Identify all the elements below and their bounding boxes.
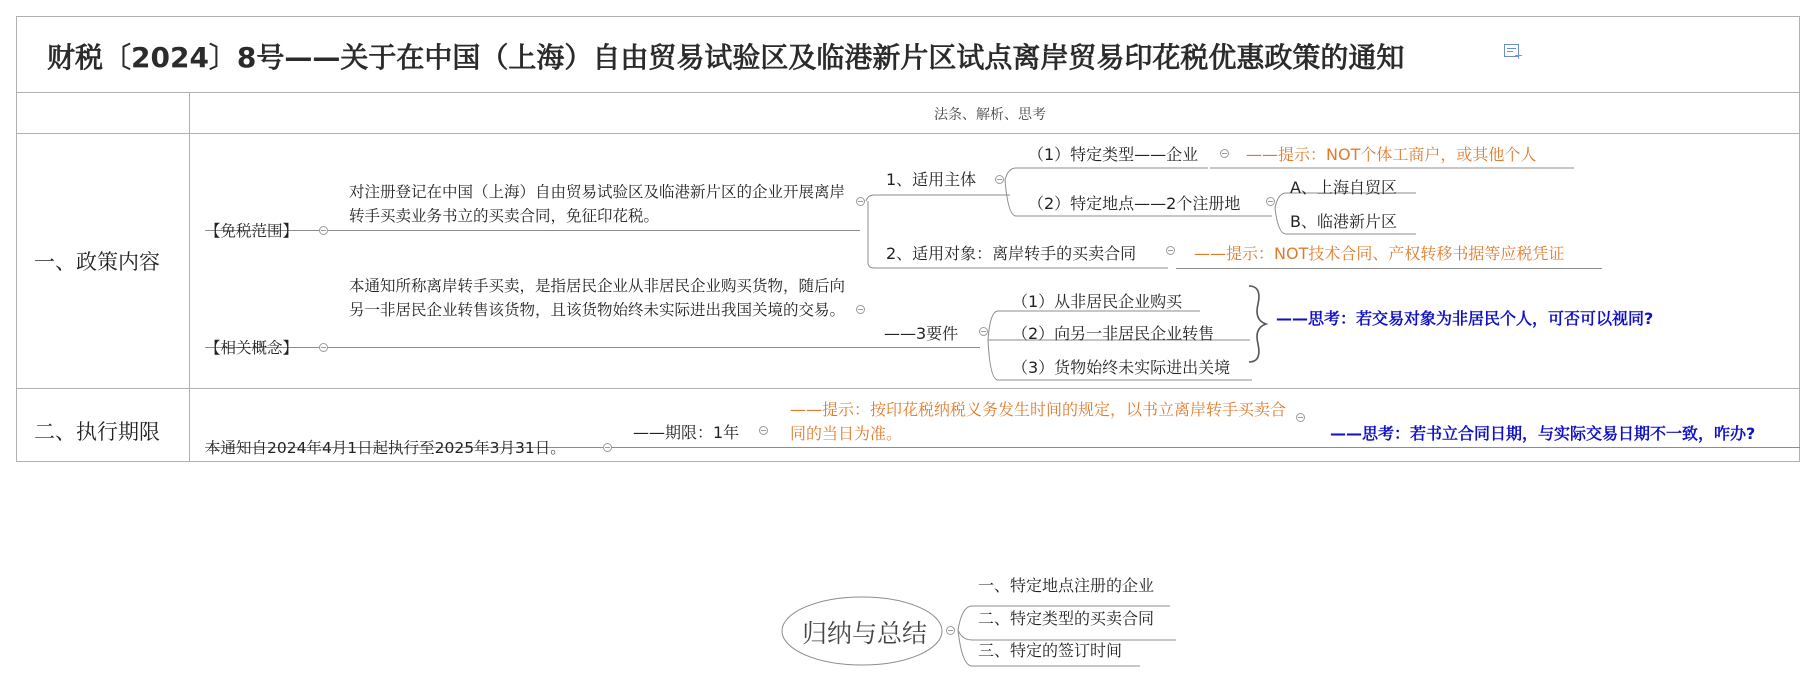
collapse-toggle-concept[interactable] (319, 343, 328, 352)
element-item-1: （1）从非居民企业购买 (1012, 292, 1183, 311)
summary-item-2: 二、特定类型的买卖合同 (978, 609, 1155, 628)
concept-think: ——思考：若交易对象为非居民个人，可否可以视同? (1276, 309, 1654, 328)
term-hint: ——提示：按印花税纳税义务发生时间的规定，以书立离岸转手买卖合同的当日为准。 (790, 400, 1287, 443)
collapse-toggle-period[interactable] (759, 426, 768, 435)
scope-text: 对注册登记在中国（上海）自由贸易试验区及临港新片区的企业开展离岸转手买卖业务书立的买卖合同，免征印花税。 (349, 183, 846, 225)
concept-tag: 【相关概念】 (205, 339, 299, 357)
summary-item-3: 三、特定的签订时间 (978, 641, 1123, 660)
element-item-2: （2）向另一非居民企业转售 (1012, 324, 1215, 343)
collapse-toggle-elements[interactable] (979, 327, 988, 336)
page-title: 财税〔2024〕8号——关于在中国（上海）自由贸易试验区及临港新片区试点离岸贸易印花税优惠政策的通知 (47, 41, 1405, 74)
object-hint: ——提示：NOT技术合同、产权转移书据等应税凭证 (1194, 244, 1565, 263)
concept-text: 本通知所称离岸转手买卖，是指居民企业从非居民企业购买货物，随后向另一非居民企业转售该货物，且该货物始终未实际进出我国关境的交易。 (349, 277, 846, 319)
collapse-toggle-object[interactable] (1166, 246, 1175, 255)
note-icon[interactable]: + (1504, 44, 1519, 57)
collapse-toggle-scope-text[interactable] (856, 197, 865, 206)
elements-label: ——3要件 (884, 324, 959, 343)
place-b: B、临港新片区 (1290, 212, 1397, 231)
collapse-toggle-scope[interactable] (319, 226, 328, 235)
collapse-toggle-term[interactable] (603, 443, 612, 452)
collapse-toggle-subject[interactable] (995, 175, 1004, 184)
type-item: （1）特定类型——企业 (1028, 145, 1199, 164)
scope-tag: 【免税范围】 (205, 222, 299, 240)
term-period: ——期限：1年 (633, 423, 740, 442)
column-header: 法条、解析、思考 (934, 107, 1046, 123)
type-hint: ——提示：NOT个体工商户，或其他个人 (1246, 145, 1537, 164)
section-label-term: 二、执行期限 (34, 420, 160, 444)
object-label: 2、适用对象：离岸转手的买卖合同 (886, 244, 1137, 263)
place-a: A、上海自贸区 (1290, 178, 1397, 197)
term-text: 本通知自2024年4月1日起执行至2025年3月31日。 (205, 439, 566, 457)
subject-label: 1、适用主体 (886, 170, 977, 189)
place-item: （2）特定地点——2个注册地 (1028, 194, 1241, 213)
section-label-policy: 一、政策内容 (34, 250, 160, 274)
collapse-toggle-concept-text[interactable] (856, 305, 865, 314)
summary-center: 归纳与总结 (802, 619, 928, 648)
summary-item-1: 一、特定地点注册的企业 (978, 576, 1155, 595)
element-item-3: （3）货物始终未实际进出关境 (1012, 358, 1231, 377)
collapse-toggle-summary[interactable] (946, 626, 955, 635)
term-think: ——思考：若书立合同日期，与实际交易日期不一致，咋办? (1330, 424, 1756, 443)
collapse-toggle-type[interactable] (1220, 149, 1229, 158)
collapse-toggle-place[interactable] (1266, 197, 1275, 206)
